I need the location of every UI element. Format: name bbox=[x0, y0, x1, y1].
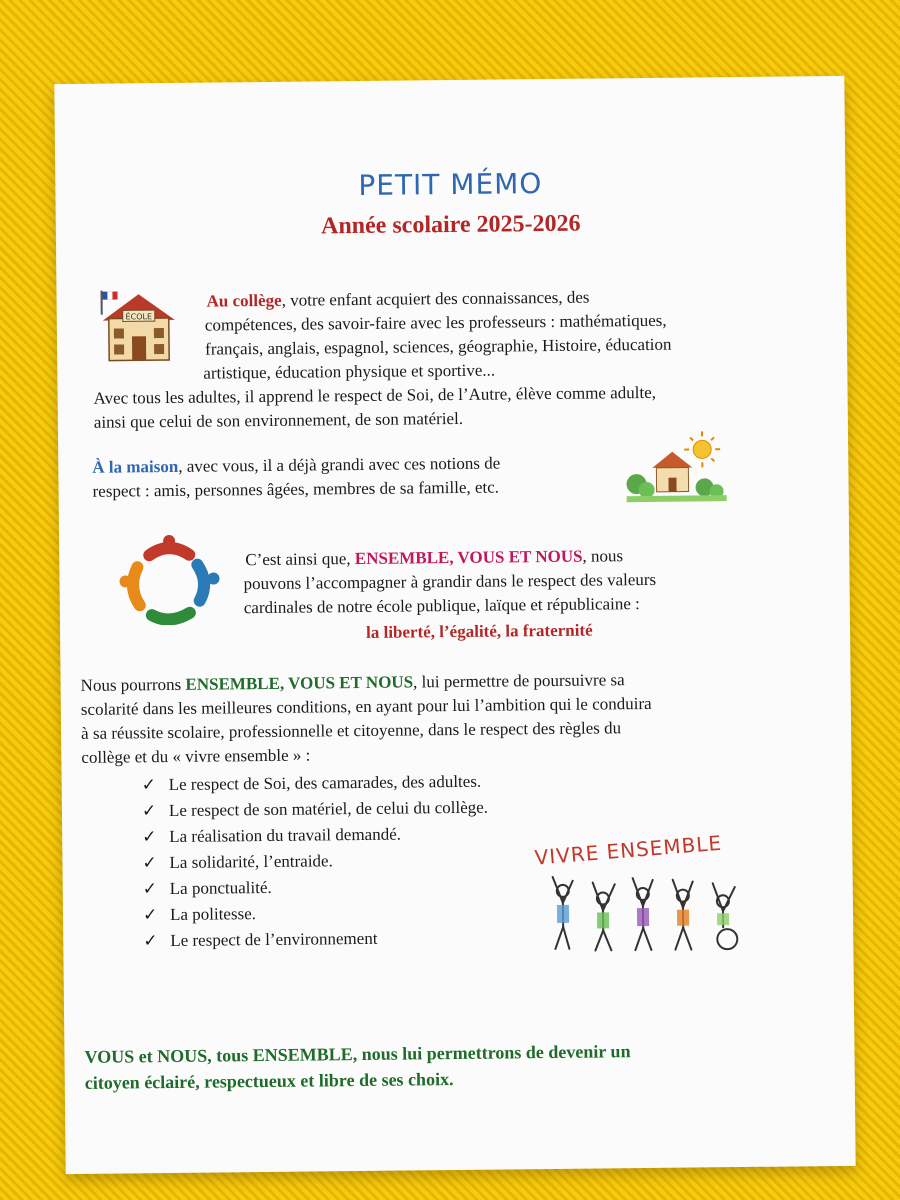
maison-line-2: respect : amis, personnes âgées, membres de sa famille, etc. bbox=[92, 477, 500, 501]
school-sign: ÉCOLE bbox=[125, 312, 153, 322]
check-icon: ✓ bbox=[141, 801, 157, 821]
check-icon: ✓ bbox=[142, 879, 158, 899]
college-line-6: ainsi que celui de son environnement, de son matériel. bbox=[93, 408, 464, 432]
list-item: ✓ La réalisation du travail demandé. bbox=[142, 824, 402, 847]
house-sun-icon bbox=[624, 427, 731, 508]
republic-values: la liberté, l’égalité, la fraternité bbox=[365, 620, 593, 642]
unity-circle-icon bbox=[119, 534, 220, 625]
memo-sheet bbox=[54, 76, 855, 1174]
closing-line-1: VOUS et NOUS, tous ENSEMBLE, nous lui permettrons de devenir un bbox=[84, 1041, 631, 1067]
list-item: ✓ Le respect de Soi, des camarades, des adultes. bbox=[141, 771, 482, 795]
college-line-2: compétences, des savoir-faire avec les professeurs : mathématiques, bbox=[204, 310, 667, 335]
ensemble-line-1: C’est ainsi que, ENSEMBLE, VOUS ET NOUS, nous bbox=[245, 546, 624, 570]
list-item: ✓ Le respect de son matériel, de celui du collège. bbox=[141, 797, 489, 821]
college-line-3: français, anglais, espagnol, sciences, géographie, Histoire, éducation bbox=[204, 334, 672, 359]
people-icon bbox=[543, 867, 764, 959]
list-item: ✓ La politesse. bbox=[142, 904, 257, 925]
pourrons-line-4: collège et du « vivre ensemble » : bbox=[81, 745, 311, 767]
check-icon: ✓ bbox=[143, 931, 158, 951]
pourrons-line-1: Nous pourrons ENSEMBLE, VOUS ET NOUS, lui permettre de poursuivre sa bbox=[80, 670, 625, 695]
check-icon: ✓ bbox=[142, 827, 157, 847]
pourrons-line-2: scolarité dans les meilleures conditions, en ayant pour lui l’ambition qui le conduira bbox=[80, 693, 652, 719]
closing-message bbox=[84, 1038, 631, 1096]
pourrons-line-3: à sa réussite scolaire, professionnelle et citoyenne, dans le respect des règles du bbox=[81, 718, 622, 743]
check-icon: ✓ bbox=[142, 853, 157, 873]
check-icon: ✓ bbox=[141, 775, 157, 795]
college-line-5: Avec tous les adultes, il apprend le respect de Soi, de l’Autre, élève comme adulte, bbox=[93, 382, 657, 408]
list-item: ✓ La ponctualité. bbox=[142, 877, 272, 899]
vivre-ensemble-text: VIVRE ENSEMBLE bbox=[533, 830, 723, 870]
check-icon: ✓ bbox=[142, 905, 158, 925]
college-line-1: Au collège, votre enfant acquiert des connaissances, des bbox=[206, 287, 590, 311]
maison-line-1: À la maison, avec vous, il a déjà grandi avec ces notions de bbox=[92, 453, 501, 477]
list-item: ✓ La solidarité, l’entraide. bbox=[142, 851, 333, 873]
page-title: PETIT MÉMO bbox=[358, 167, 543, 202]
page-subtitle: Année scolaire 2025-2026 bbox=[320, 210, 581, 240]
ensemble-line-3: cardinales de notre école publique, laïque et républicaine : bbox=[243, 594, 640, 618]
ensemble-line-2: pouvons l’accompagner à grandir dans le respect des valeurs bbox=[243, 569, 657, 594]
school-icon bbox=[96, 288, 181, 365]
list-item: ✓ Le respect de l’environnement bbox=[143, 928, 378, 951]
closing-line-2: citoyen éclairé, respectueux et libre de ses choix. bbox=[84, 1069, 454, 1093]
college-line-4: artistique, éducation physique et sportive... bbox=[203, 360, 496, 383]
